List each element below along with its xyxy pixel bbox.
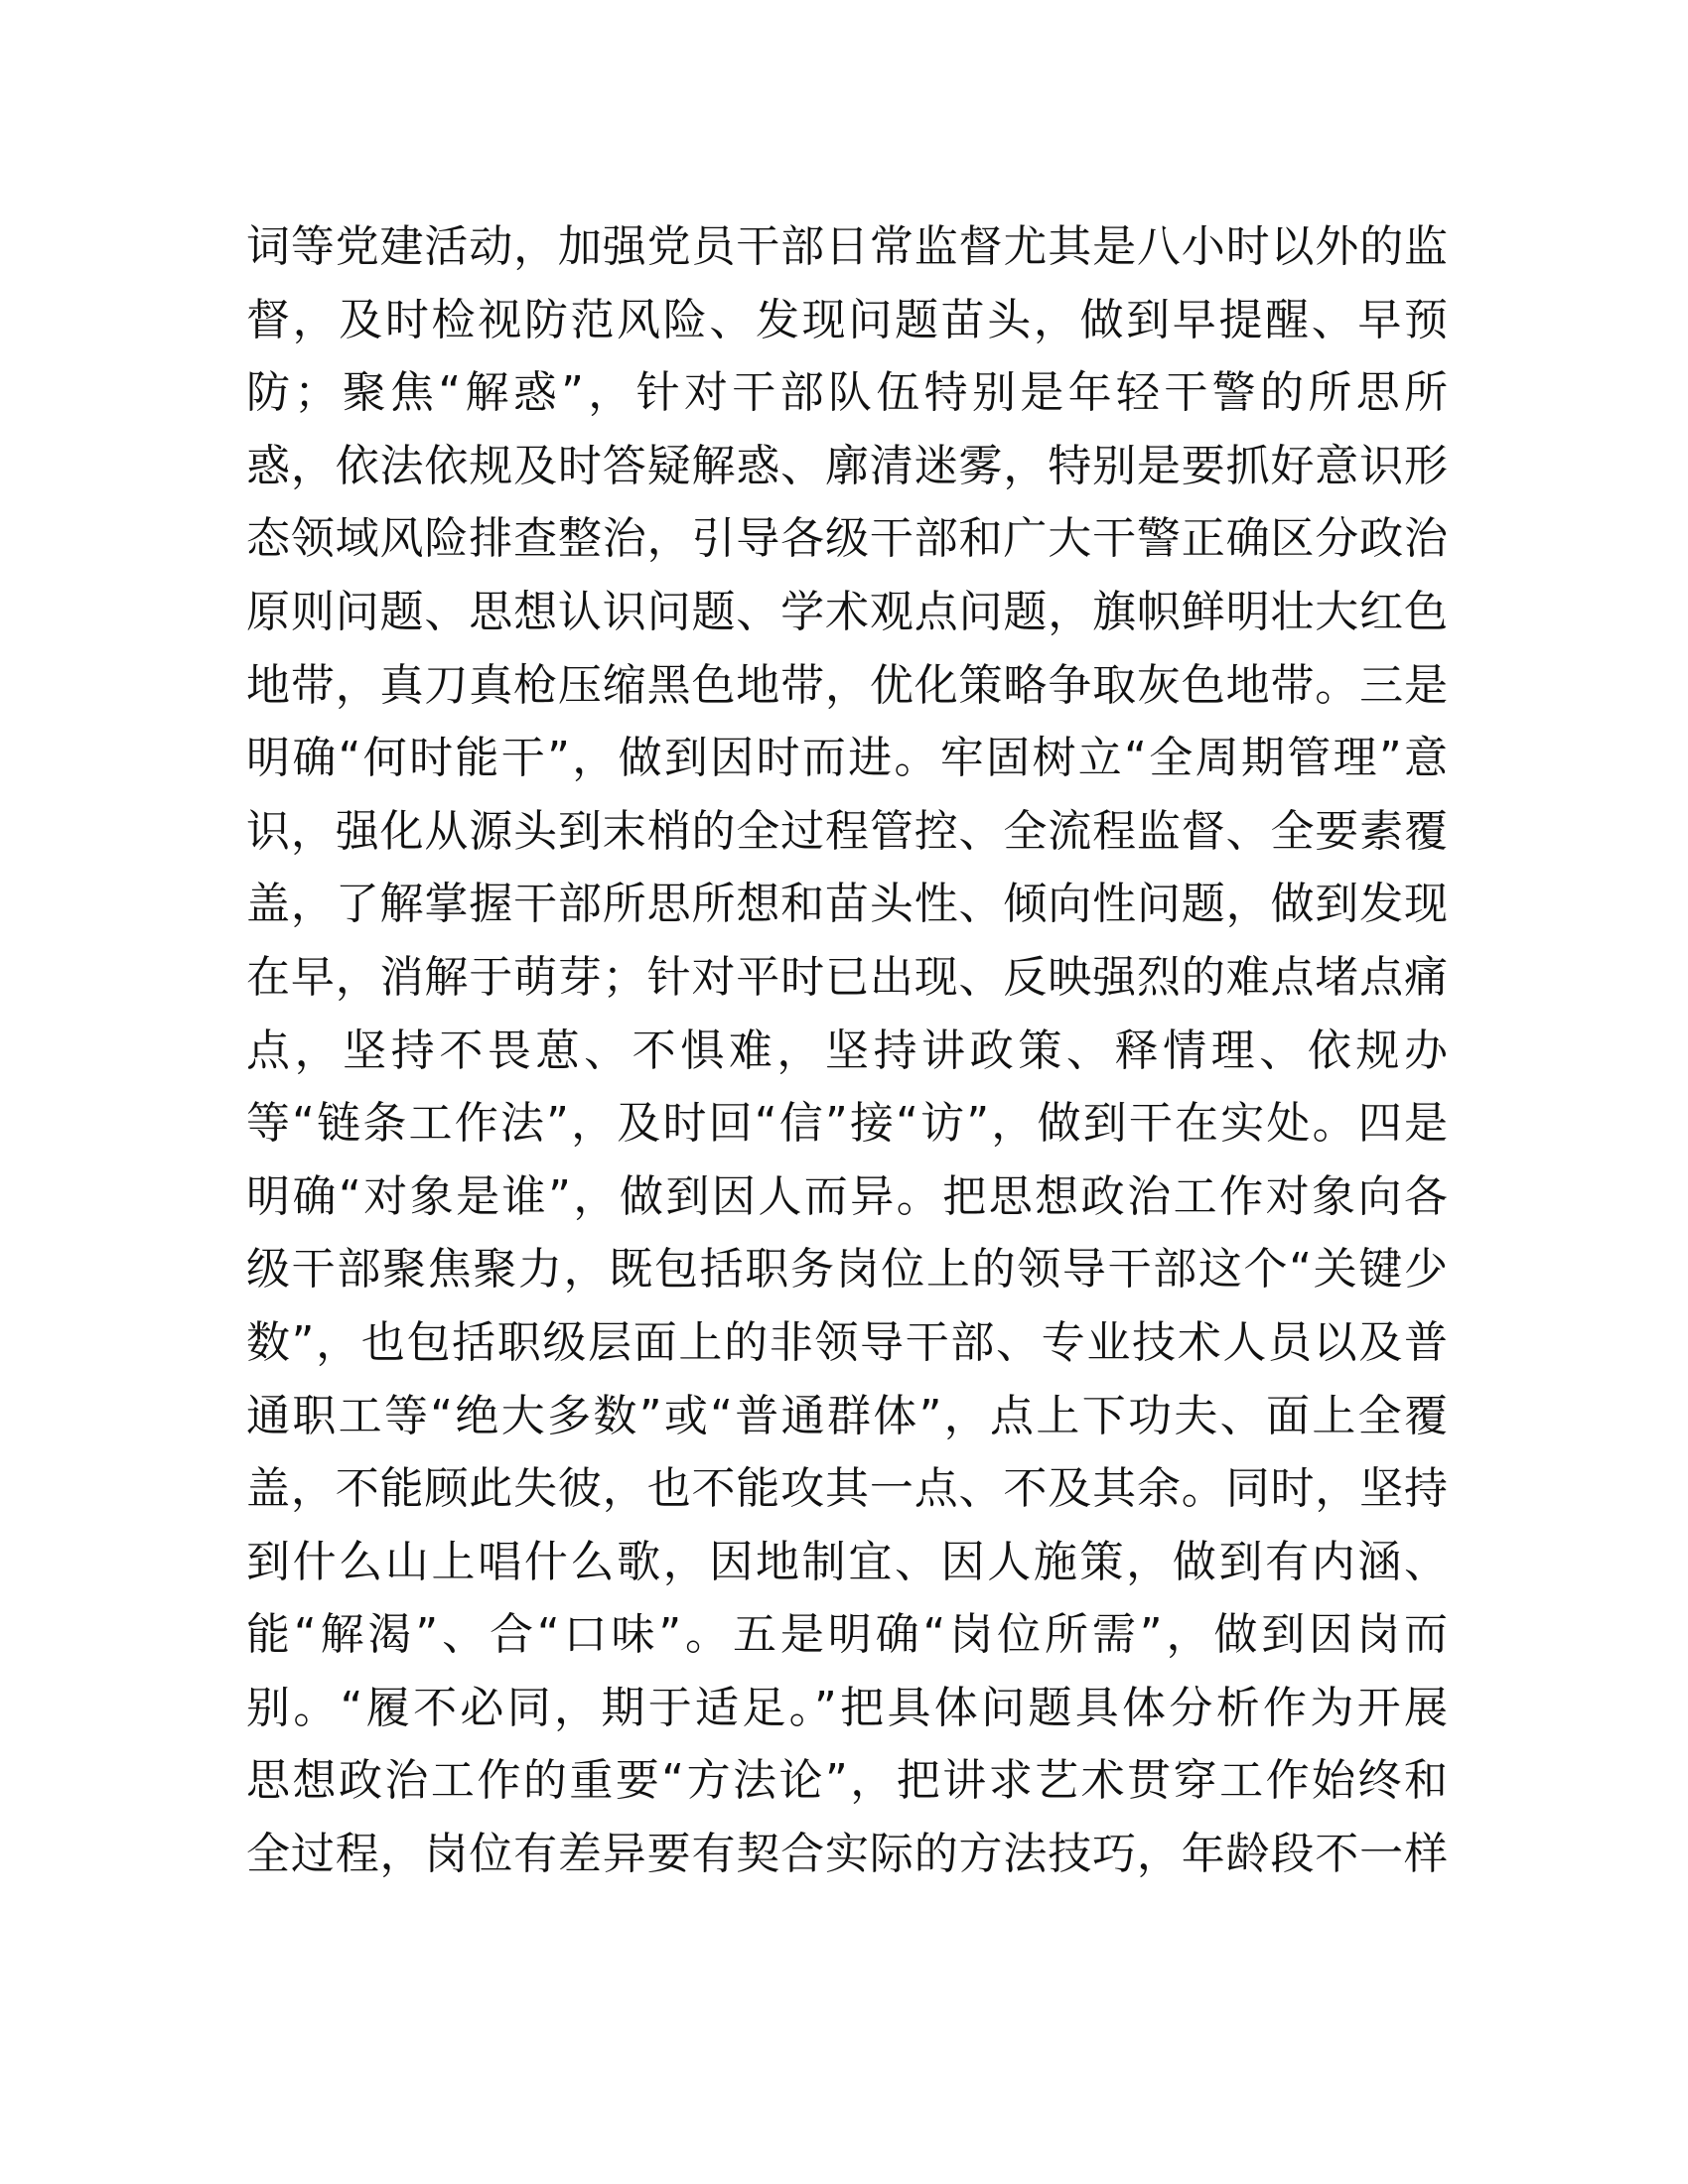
text-line: 盖，不能顾此失彼，也不能攻其一点、不及其余。同时，坚持 (246, 1463, 1448, 1515)
text-line: 级干部聚焦聚力，既包括职务岗位上的领导干部这个“关键少 (246, 1244, 1448, 1296)
text-line: 思想政治工作的重要“方法论”，把讲求艺术贯穿工作始终和 (246, 1755, 1448, 1807)
text-line: 明确“对象是谁”，做到因人而异。把思想政治工作对象向各 (246, 1170, 1448, 1222)
text-line: 在早，消解于萌芽；针对平时已出现、反映强烈的难点堵点痛 (246, 951, 1448, 1003)
text-line: 点，坚持不畏葸、不惧难，坚持讲政策、释情理、依规办 (246, 1024, 1448, 1076)
text-line: 防；聚焦“解惑”，针对干部队伍特别是年轻干警的所思所 (246, 367, 1448, 419)
text-line: 通职工等“绝大多数”或“普通群体”，点上下功夫、面上全覆 (246, 1390, 1448, 1441)
text-line: 识，强化从源头到末梢的全过程管控、全流程监督、全要素覆 (246, 805, 1448, 857)
text-line: 词等党建活动，加强党员干部日常监督尤其是八小时以外的监 (246, 221, 1448, 272)
text-line: 原则问题、思想认识问题、学术观点问题，旗帜鲜明壮大红色 (246, 586, 1448, 637)
text-line: 督，及时检视防范风险、发现问题苗头，做到早提醒、早预 (246, 294, 1448, 345)
text-line: 等“链条工作法”，及时回“信”接“访”，做到干在实处。四是 (246, 1098, 1448, 1150)
body-paragraph (246, 210, 1448, 1891)
text-line: 盖，了解掌握干部所思所想和苗头性、倾向性问题，做到发现 (246, 879, 1448, 930)
text-line: 全过程，岗位有差异要有契合实际的方法技巧，年龄段不一样 (246, 1829, 1448, 1880)
text-line: 到什么山上唱什么歌，因地制宜、因人施策，做到有内涵、 (246, 1536, 1448, 1587)
text-line: 明确“何时能干”，做到因时而进。牢固树立“全周期管理”意 (246, 733, 1448, 784)
text-line: 态领域风险排查整治，引导各级干部和广大干警正确区分政治 (246, 513, 1448, 565)
text-line: 能“解渴”、合“口味”。五是明确“岗位所需”，做到因岗而 (246, 1609, 1448, 1661)
text-line: 地带，真刀真枪压缩黑色地带，优化策略争取灰色地带。三是 (246, 659, 1448, 711)
text-line: 数”，也包括职级层面上的非领导干部、专业技术人员以及普 (246, 1316, 1448, 1368)
text-line: 惑，依法依规及时答疑解惑、廓清迷雾，特别是要抓好意识形 (246, 440, 1448, 491)
text-line: 别。“履不必同，期于适足。”把具体问题具体分析作为开展 (246, 1682, 1448, 1733)
